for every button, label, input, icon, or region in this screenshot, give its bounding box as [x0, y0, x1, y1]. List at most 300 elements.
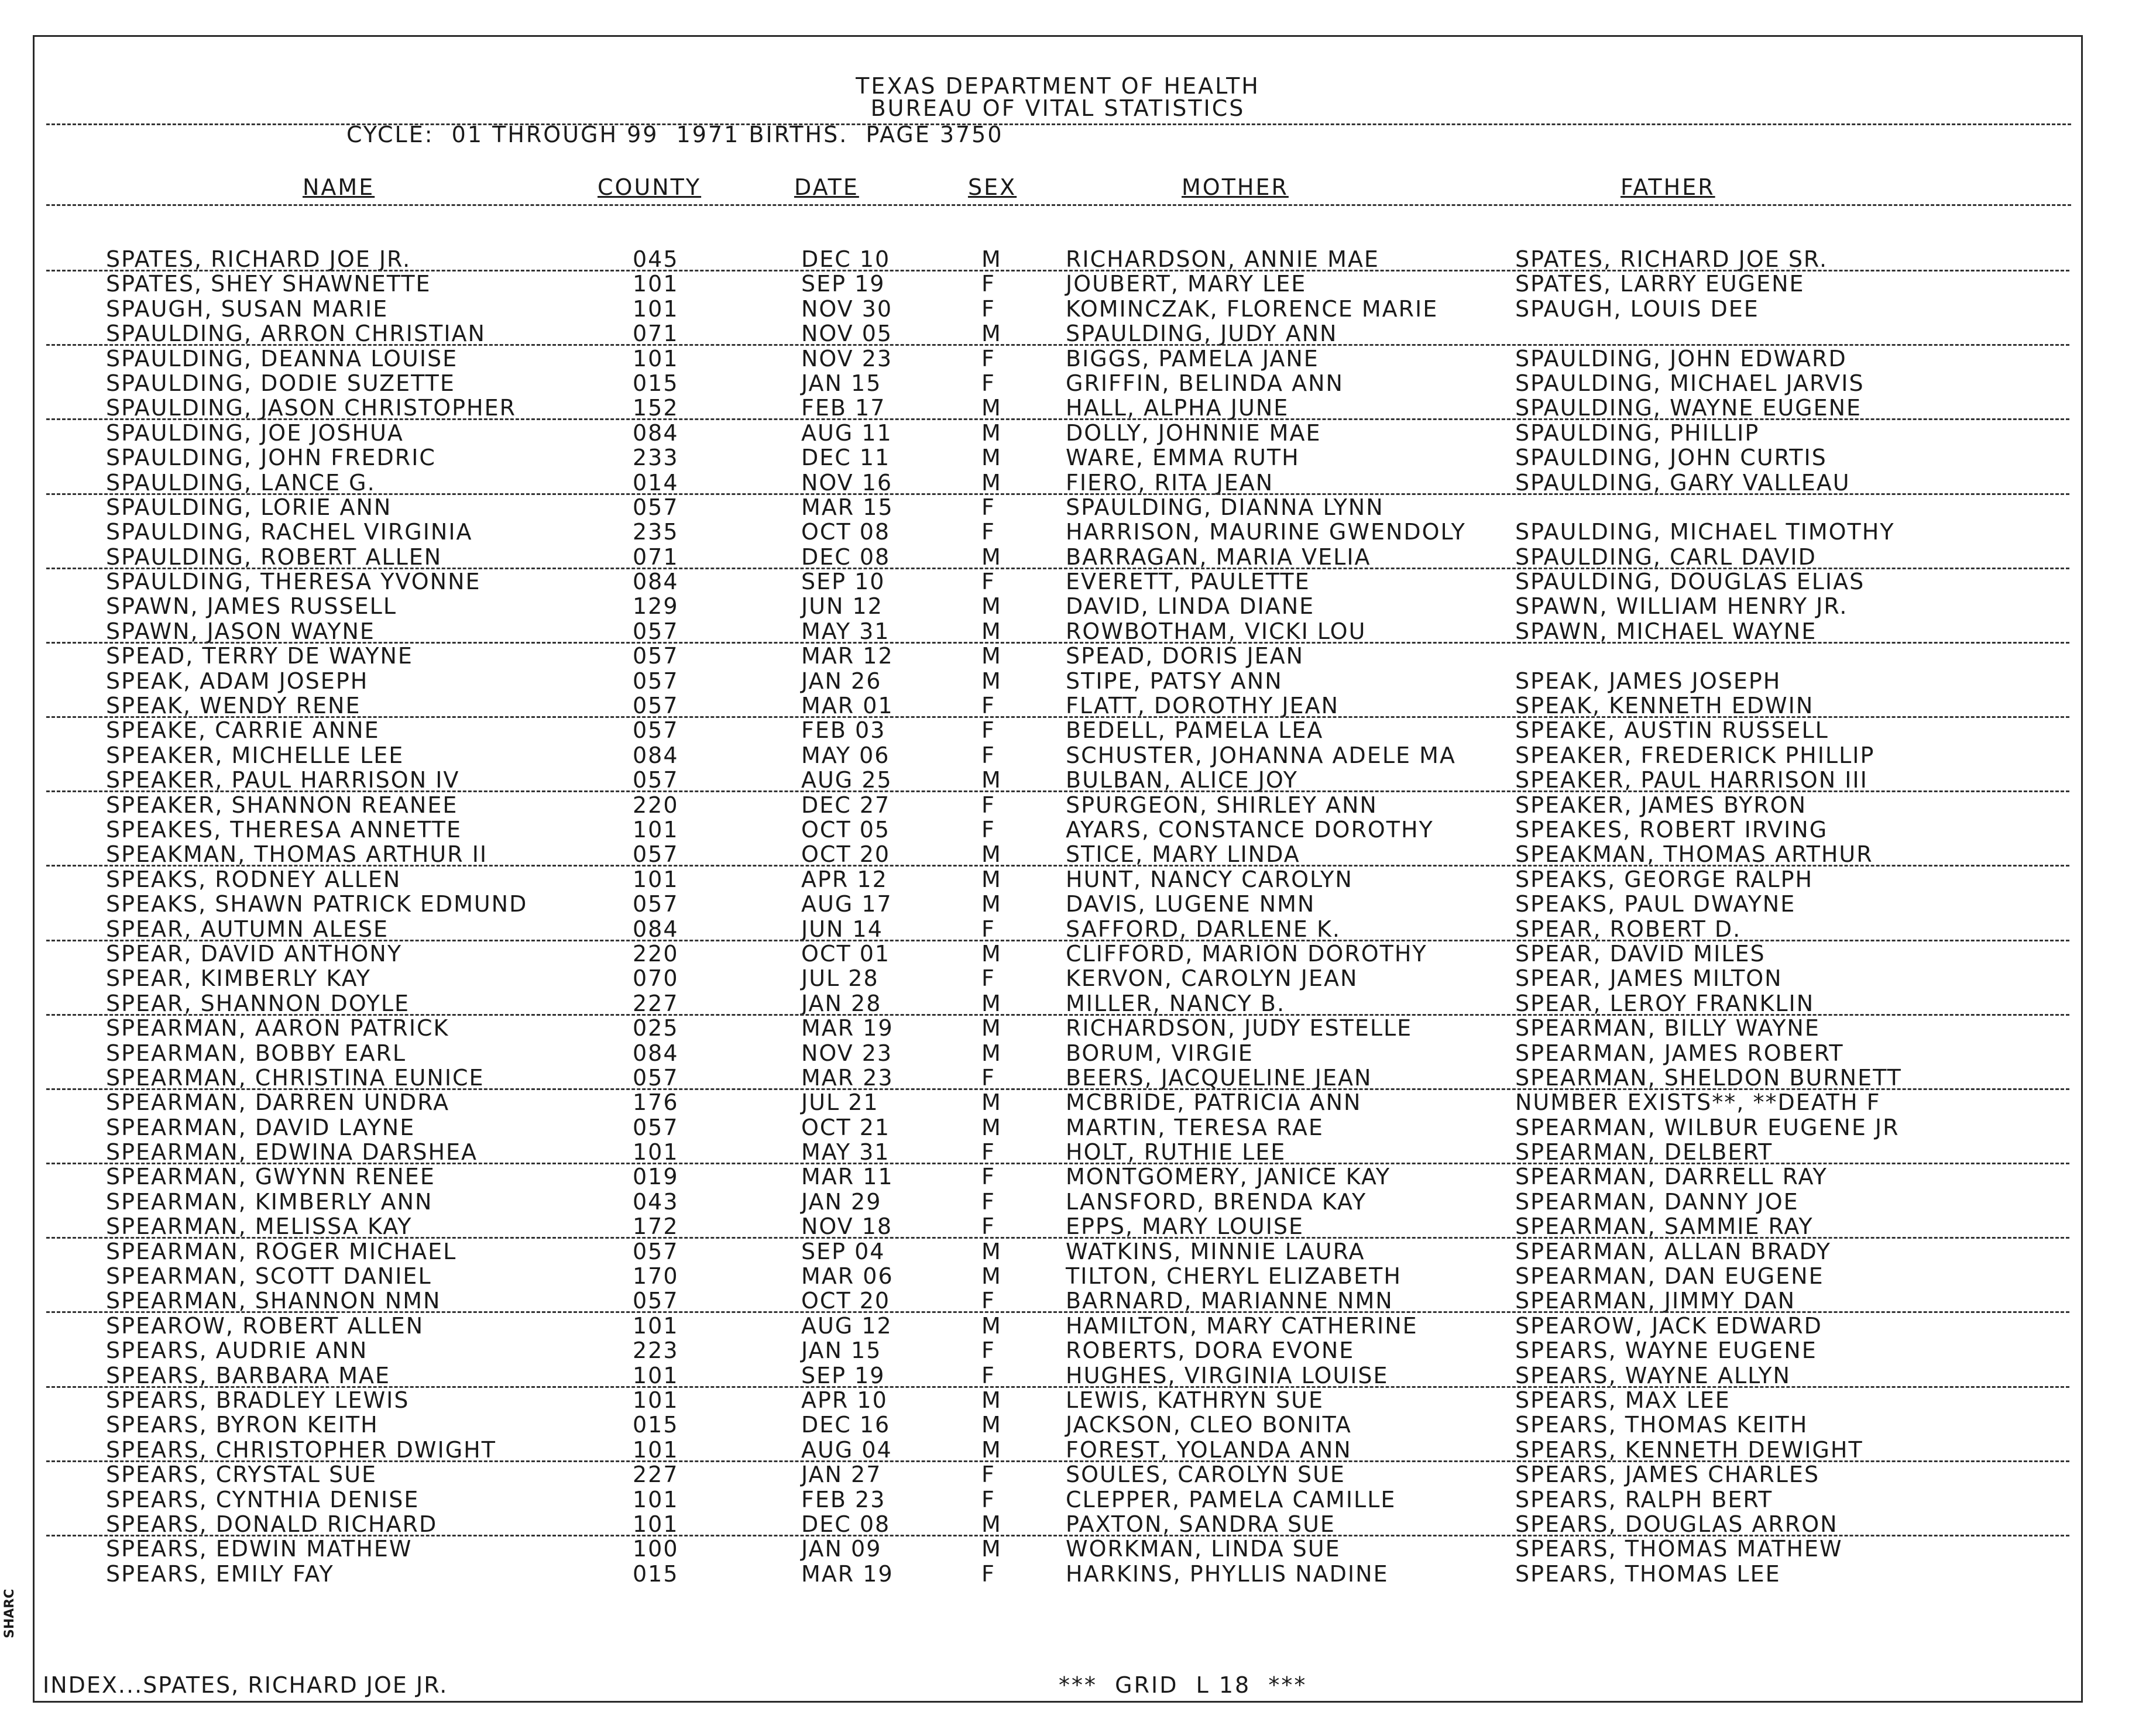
- record-mother: KERVON, CAROLYN JEAN: [1066, 965, 1358, 992]
- record-row: [35, 891, 2081, 916]
- record-row: [35, 941, 2081, 965]
- record-sex: M: [981, 841, 1002, 868]
- record-row: [35, 1487, 2081, 1511]
- record-father: SPAWN, WILLIAM HENRY JR.: [1515, 593, 1848, 620]
- record-sex: M: [981, 593, 1002, 620]
- record-county: 045: [633, 246, 679, 272]
- record-name: SPEARS, DONALD RICHARD: [106, 1511, 438, 1537]
- record-date: OCT 21: [801, 1114, 891, 1140]
- record-row: [35, 1065, 2081, 1089]
- record-date: FEB 23: [801, 1486, 886, 1512]
- record-name: SPAULDING, LORIE ANN: [106, 494, 392, 520]
- record-sex: M: [981, 1040, 1002, 1066]
- record-row: [35, 1462, 2081, 1486]
- record-father: SPEARMAN, JAMES ROBERT: [1515, 1040, 1844, 1066]
- record-mother: LEWIS, KATHRYN SUE: [1066, 1387, 1324, 1413]
- document-frame: [33, 35, 2083, 1703]
- record-mother: MONTGOMERY, JANICE KAY: [1066, 1164, 1391, 1190]
- record-name: SPAULDING, JASON CHRISTOPHER: [106, 395, 517, 421]
- record-mother: CLEPPER, PAMELA CAMILLE: [1066, 1486, 1396, 1512]
- record-mother: GRIFFIN, BELINDA ANN: [1066, 370, 1344, 396]
- record-county: 101: [633, 1486, 679, 1512]
- record-row: [35, 370, 2081, 395]
- record-mother: SAFFORD, DARLENE K.: [1066, 916, 1341, 942]
- record-county: 101: [633, 345, 679, 372]
- record-father: SPEARMAN, DAN EUGENE: [1515, 1263, 1824, 1290]
- record-name: SPEAKER, MICHELLE LEE: [106, 742, 404, 768]
- record-county: 057: [633, 891, 679, 917]
- record-mother: CLIFFORD, MARION DOROTHY: [1066, 940, 1427, 967]
- record-county: 019: [633, 1164, 679, 1190]
- record-father: SPEAKES, ROBERT IRVING: [1515, 816, 1828, 843]
- record-name: SPEAKS, RODNEY ALLEN: [106, 866, 401, 892]
- record-father: SPEARS, THOMAS LEE: [1515, 1560, 1781, 1587]
- record-county: 057: [633, 693, 679, 719]
- bureau-title: BUREAU OF VITAL STATISTICS: [870, 95, 1245, 121]
- record-date: OCT 20: [801, 841, 891, 868]
- side-mark: SHARC: [2, 1589, 17, 1638]
- record-date: JUL 28: [801, 965, 879, 992]
- record-sex: F: [981, 494, 995, 520]
- record-name: SPEARS, CHRISTOPHER DWIGHT: [106, 1436, 496, 1463]
- record-mother: BEDELL, PAMELA LEA: [1066, 717, 1324, 744]
- record-father: SPEAKS, GEORGE RALPH: [1515, 866, 1814, 892]
- record-name: SPEAKER, PAUL HARRISON IV: [106, 767, 460, 793]
- record-date: MAR 11: [801, 1164, 894, 1190]
- record-date: MAR 23: [801, 1064, 894, 1091]
- record-county: 057: [633, 767, 679, 793]
- col-header-sex: SEX: [968, 174, 1017, 200]
- record-row: [35, 1040, 2081, 1065]
- record-county: 015: [633, 1412, 679, 1438]
- record-row: [35, 593, 2081, 618]
- record-name: SPEARMAN, EDWINA DARSHEA: [106, 1139, 478, 1166]
- record-mother: HUNT, NANCY CAROLYN: [1066, 866, 1353, 892]
- record-date: SEP 04: [801, 1238, 885, 1264]
- record-mother: PAXTON, SANDRA SUE: [1066, 1511, 1335, 1537]
- record-mother: FIERO, RITA JEAN: [1066, 469, 1274, 496]
- col-header-name: NAME: [303, 174, 375, 200]
- record-father: SPAULDING, MICHAEL JARVIS: [1515, 370, 1865, 396]
- record-father: SPEAK, KENNETH EDWIN: [1515, 693, 1814, 719]
- record-date: MAY 31: [801, 1139, 890, 1166]
- record-row: [35, 494, 2081, 519]
- record-date: NOV 30: [801, 295, 893, 322]
- record-mother: SOULES, CAROLYN SUE: [1066, 1462, 1345, 1488]
- record-father: SPAULDING, CARL DAVID: [1515, 544, 1817, 570]
- record-name: SPEARMAN, CHRISTINA EUNICE: [106, 1064, 485, 1091]
- record-name: SPATES, RICHARD JOE JR.: [106, 246, 411, 272]
- record-father: NUMBER EXISTS**, **DEATH F: [1515, 1089, 1881, 1116]
- record-county: 129: [633, 593, 679, 620]
- record-father: SPEARMAN, DANNY JOE: [1515, 1188, 1799, 1215]
- record-date: JAN 15: [801, 370, 882, 396]
- record-name: SPEAK, ADAM JOSEPH: [106, 668, 369, 694]
- record-father: SPEAKER, PAUL HARRISON III: [1515, 767, 1868, 793]
- record-father: SPEAKER, FREDERICK PHILLIP: [1515, 742, 1875, 768]
- record-father: SPAULDING, WAYNE EUGENE: [1515, 395, 1862, 421]
- record-mother: BARRAGAN, MARIA VELIA: [1066, 544, 1371, 570]
- record-father: SPATES, RICHARD JOE SR.: [1515, 246, 1828, 272]
- record-row: [35, 1239, 2081, 1263]
- record-name: SPEARMAN, SHANNON NMN: [106, 1288, 441, 1314]
- record-mother: ROWBOTHAM, VICKI LOU: [1066, 618, 1367, 644]
- record-date: SEP 19: [801, 1362, 885, 1388]
- record-father: SPEARS, RALPH BERT: [1515, 1486, 1773, 1512]
- record-sex: M: [981, 643, 1002, 669]
- record-mother: TILTON, CHERYL ELIZABETH: [1066, 1263, 1402, 1290]
- record-county: 057: [633, 1064, 679, 1091]
- record-name: SPEAD, TERRY DE WAYNE: [106, 643, 413, 669]
- record-row: [35, 1288, 2081, 1312]
- record-sex: F: [981, 742, 995, 768]
- record-father: SPEARS, MAX LEE: [1515, 1387, 1731, 1413]
- record-date: JAN 28: [801, 990, 882, 1016]
- record-name: SPAULDING, LANCE G.: [106, 469, 376, 496]
- record-row: [35, 1363, 2081, 1387]
- record-sex: M: [981, 767, 1002, 793]
- index-footer: INDEX...SPATES, RICHARD JOE JR.: [43, 1672, 448, 1698]
- record-mother: HARRISON, MAURINE GWENDOLY: [1066, 519, 1466, 545]
- record-sex: M: [981, 1263, 1002, 1290]
- record-sex: F: [981, 916, 995, 942]
- record-sex: F: [981, 1338, 995, 1364]
- record-mother: SPAULDING, DIANNA LYNN: [1066, 494, 1384, 520]
- record-county: 101: [633, 295, 679, 322]
- record-sex: F: [981, 1486, 995, 1512]
- record-county: 057: [633, 618, 679, 644]
- record-name: SPEAKES, THERESA ANNETTE: [106, 816, 462, 843]
- record-sex: M: [981, 618, 1002, 644]
- cycle-info: CYCLE: 01 THROUGH 99 1971 BIRTHS. PAGE 3750: [346, 122, 1004, 147]
- record-father: SPEARMAN, SAMMIE RAY: [1515, 1214, 1814, 1240]
- record-date: DEC 08: [801, 1511, 891, 1537]
- record-mother: JACKSON, CLEO BONITA: [1066, 1412, 1352, 1438]
- record-name: SPEARS, BRADLEY LEWIS: [106, 1387, 410, 1413]
- record-sex: M: [981, 420, 1002, 446]
- record-county: 057: [633, 494, 679, 520]
- record-row: [35, 1015, 2081, 1040]
- record-name: SPAULDING, ARRON CHRISTIAN: [106, 321, 486, 347]
- record-row: [35, 643, 2081, 668]
- record-date: OCT 01: [801, 940, 891, 967]
- record-row: [35, 618, 2081, 643]
- record-sex: M: [981, 990, 1002, 1016]
- record-row: [35, 1338, 2081, 1362]
- record-row: [35, 1263, 2081, 1288]
- record-father: SPEAKS, PAUL DWAYNE: [1515, 891, 1796, 917]
- record-mother: HALL, ALPHA JUNE: [1066, 395, 1289, 421]
- record-father: SPEAROW, JACK EDWARD: [1515, 1312, 1822, 1339]
- record-mother: BULBAN, ALICE JOY: [1066, 767, 1298, 793]
- record-row: [35, 1511, 2081, 1536]
- record-name: SPAULDING, DODIE SUZETTE: [106, 370, 455, 396]
- record-father: SPEARMAN, DELBERT: [1515, 1139, 1773, 1166]
- record-father: SPEARS, JAMES CHARLES: [1515, 1462, 1820, 1488]
- record-father: SPEARS, WAYNE ALLYN: [1515, 1362, 1791, 1388]
- record-sex: F: [981, 965, 995, 992]
- record-sex: F: [981, 295, 995, 322]
- record-county: 057: [633, 1238, 679, 1264]
- record-county: 220: [633, 940, 679, 967]
- record-county: 057: [633, 717, 679, 744]
- record-date: OCT 20: [801, 1288, 891, 1314]
- record-mother: RICHARDSON, JUDY ESTELLE: [1066, 1015, 1413, 1041]
- record-date: APR 10: [801, 1387, 888, 1413]
- record-date: FEB 17: [801, 395, 886, 421]
- record-father: SPEAR, LEROY FRANKLIN: [1515, 990, 1815, 1016]
- record-county: 084: [633, 569, 679, 595]
- record-county: 100: [633, 1536, 679, 1562]
- record-sex: F: [981, 1164, 995, 1190]
- record-father: SPEAKMAN, THOMAS ARTHUR: [1515, 841, 1873, 868]
- record-father: SPEAR, DAVID MILES: [1515, 940, 1766, 967]
- record-mother: DOLLY, JOHNNIE MAE: [1066, 420, 1321, 446]
- record-father: SPEAKER, JAMES BYRON: [1515, 792, 1807, 818]
- record-mother: EPPS, MARY LOUISE: [1066, 1214, 1304, 1240]
- record-sex: F: [981, 1064, 995, 1091]
- record-date: AUG 04: [801, 1436, 892, 1463]
- col-header-father: FATHER: [1621, 174, 1715, 200]
- record-sex: F: [981, 370, 995, 396]
- record-date: JAN 27: [801, 1462, 882, 1488]
- record-name: SPEAR, DAVID ANTHONY: [106, 940, 403, 967]
- record-father: SPEARMAN, WILBUR EUGENE JR: [1515, 1114, 1900, 1140]
- record-father: SPAULDING, PHILLIP: [1515, 420, 1760, 446]
- record-date: AUG 11: [801, 420, 892, 446]
- record-name: SPEARMAN, GWYNN RENEE: [106, 1164, 435, 1190]
- record-name: SPEAKMAN, THOMAS ARTHUR II: [106, 841, 488, 868]
- record-row: [35, 1536, 2081, 1560]
- record-sex: M: [981, 1015, 1002, 1041]
- record-father: SPEARS, WAYNE EUGENE: [1515, 1338, 1817, 1364]
- record-date: AUG 12: [801, 1312, 892, 1339]
- record-date: JUN 14: [801, 916, 883, 942]
- record-date: JAN 26: [801, 668, 882, 694]
- record-county: 070: [633, 965, 679, 992]
- record-father: SPATES, LARRY EUGENE: [1515, 271, 1805, 297]
- record-name: SPEAK, WENDY RENE: [106, 693, 361, 719]
- record-mother: HARKINS, PHYLLIS NADINE: [1066, 1560, 1389, 1587]
- record-date: DEC 11: [801, 445, 891, 471]
- record-sex: M: [981, 1312, 1002, 1339]
- record-mother: MARTIN, TERESA RAE: [1066, 1114, 1324, 1140]
- record-date: MAR 12: [801, 643, 894, 669]
- record-row: [35, 470, 2081, 494]
- record-row: [35, 693, 2081, 717]
- record-name: SPAUGH, SUSAN MARIE: [106, 295, 389, 322]
- record-row: [35, 569, 2081, 593]
- record-sex: M: [981, 668, 1002, 694]
- record-row: [35, 544, 2081, 569]
- record-name: SPEAROW, ROBERT ALLEN: [106, 1312, 424, 1339]
- record-father: SPEAK, JAMES JOSEPH: [1515, 668, 1781, 694]
- record-sex: F: [981, 1362, 995, 1388]
- record-father: SPEARMAN, ALLAN BRADY: [1515, 1238, 1831, 1264]
- record-name: SPEARS, CRYSTAL SUE: [106, 1462, 377, 1488]
- record-date: SEP 19: [801, 271, 885, 297]
- record-row: [35, 321, 2081, 345]
- record-county: 152: [633, 395, 679, 421]
- record-date: NOV 18: [801, 1214, 893, 1240]
- record-sex: F: [981, 792, 995, 818]
- department-title: TEXAS DEPARTMENT OF HEALTH: [856, 73, 1260, 99]
- record-date: JUN 12: [801, 593, 883, 620]
- record-sex: M: [981, 1536, 1002, 1562]
- record-mother: FOREST, YOLANDA ANN: [1066, 1436, 1352, 1463]
- record-county: 101: [633, 271, 679, 297]
- record-name: SPEARMAN, DAVID LAYNE: [106, 1114, 416, 1140]
- record-date: MAR 19: [801, 1015, 894, 1041]
- records-list: [35, 246, 2081, 1586]
- record-sex: F: [981, 569, 995, 595]
- record-county: 220: [633, 792, 679, 818]
- record-mother: RICHARDSON, ANNIE MAE: [1066, 246, 1379, 272]
- record-county: 223: [633, 1338, 679, 1364]
- record-father: SPAULDING, GARY VALLEAU: [1515, 469, 1851, 496]
- record-father: SPAULDING, MICHAEL TIMOTHY: [1515, 519, 1895, 545]
- record-county: 015: [633, 370, 679, 396]
- record-mother: AYARS, CONSTANCE DOROTHY: [1066, 816, 1434, 843]
- record-row: [35, 841, 2081, 866]
- record-mother: MCBRIDE, PATRICIA ANN: [1066, 1089, 1362, 1116]
- record-name: SPEARS, BYRON KEITH: [106, 1412, 379, 1438]
- col-header-mother: MOTHER: [1182, 174, 1289, 200]
- record-county: 057: [633, 841, 679, 868]
- record-county: 176: [633, 1089, 679, 1116]
- record-date: NOV 23: [801, 1040, 893, 1066]
- record-date: DEC 08: [801, 544, 891, 570]
- record-name: SPEARMAN, BOBBY EARL: [106, 1040, 407, 1066]
- record-sex: F: [981, 816, 995, 843]
- record-date: FEB 03: [801, 717, 886, 744]
- record-county: 227: [633, 1462, 679, 1488]
- record-name: SPEARMAN, DARREN UNDRA: [106, 1089, 450, 1116]
- record-row: [35, 817, 2081, 841]
- record-name: SPEARS, AUDRIE ANN: [106, 1338, 368, 1364]
- record-row: [35, 668, 2081, 693]
- record-name: SPAULDING, JOHN FREDRIC: [106, 445, 436, 471]
- record-sex: F: [981, 1188, 995, 1215]
- record-mother: HAMILTON, MARY CATHERINE: [1066, 1312, 1418, 1339]
- record-name: SPEAKS, SHAWN PATRICK EDMUND: [106, 891, 528, 917]
- record-mother: KOMINCZAK, FLORENCE MARIE: [1066, 295, 1439, 322]
- record-county: 084: [633, 420, 679, 446]
- record-mother: SPEAD, DORIS JEAN: [1066, 643, 1304, 669]
- record-row: [35, 1214, 2081, 1238]
- record-row: [35, 1437, 2081, 1462]
- record-row: [35, 1412, 2081, 1436]
- record-county: 071: [633, 544, 679, 570]
- record-sex: M: [981, 1114, 1002, 1140]
- record-row: [35, 445, 2081, 469]
- record-date: APR 12: [801, 866, 888, 892]
- record-date: MAY 06: [801, 742, 890, 768]
- record-name: SPAULDING, ROBERT ALLEN: [106, 544, 442, 570]
- record-row: [35, 1561, 2081, 1586]
- record-name: SPEAR, AUTUMN ALESE: [106, 916, 389, 942]
- record-date: JUL 21: [801, 1089, 879, 1116]
- record-county: 057: [633, 1114, 679, 1140]
- record-mother: HUGHES, VIRGINIA LOUISE: [1066, 1362, 1389, 1388]
- record-mother: HOLT, RUTHIE LEE: [1066, 1139, 1286, 1166]
- record-row: [35, 519, 2081, 544]
- record-date: OCT 08: [801, 519, 891, 545]
- record-row: [35, 1313, 2081, 1338]
- record-county: 233: [633, 445, 679, 471]
- record-name: SPEAKER, SHANNON REANEE: [106, 792, 458, 818]
- record-mother: SPAULDING, JUDY ANN: [1066, 321, 1338, 347]
- record-name: SPAULDING, RACHEL VIRGINIA: [106, 519, 473, 545]
- record-sex: M: [981, 445, 1002, 471]
- record-county: 043: [633, 1188, 679, 1215]
- record-mother: MILLER, NANCY B.: [1066, 990, 1286, 1016]
- record-county: 101: [633, 1312, 679, 1339]
- record-mother: BEERS, JACQUELINE JEAN: [1066, 1064, 1372, 1091]
- record-date: MAR 01: [801, 693, 894, 719]
- record-sex: F: [981, 1462, 995, 1488]
- record-sex: M: [981, 1387, 1002, 1413]
- record-sex: F: [981, 1139, 995, 1166]
- record-sex: M: [981, 1089, 1002, 1116]
- record-sex: F: [981, 519, 995, 545]
- record-sex: M: [981, 1511, 1002, 1537]
- record-mother: ROBERTS, DORA EVONE: [1066, 1338, 1355, 1364]
- record-father: SPEAR, ROBERT D.: [1515, 916, 1742, 942]
- record-county: 084: [633, 742, 679, 768]
- record-father: SPAWN, MICHAEL WAYNE: [1515, 618, 1817, 644]
- record-row: [35, 867, 2081, 891]
- record-row: [35, 271, 2081, 295]
- record-row: [35, 395, 2081, 420]
- record-mother: SPURGEON, SHIRLEY ANN: [1066, 792, 1378, 818]
- record-father: SPEARMAN, JIMMY DAN: [1515, 1288, 1796, 1314]
- col-header-date: DATE: [794, 174, 859, 200]
- record-row: [35, 1189, 2081, 1214]
- record-name: SPAULDING, JOE JOSHUA: [106, 420, 404, 446]
- record-sex: F: [981, 271, 995, 297]
- record-date: MAY 31: [801, 618, 890, 644]
- record-mother: DAVID, LINDA DIANE: [1066, 593, 1315, 620]
- record-mother: BORUM, VIRGIE: [1066, 1040, 1254, 1066]
- record-date: DEC 27: [801, 792, 891, 818]
- record-county: 101: [633, 1436, 679, 1463]
- record-row: [35, 420, 2081, 445]
- record-mother: WORKMAN, LINDA SUE: [1066, 1536, 1341, 1562]
- record-sex: M: [981, 1412, 1002, 1438]
- record-name: SPEARS, EMILY FAY: [106, 1560, 334, 1587]
- record-county: 235: [633, 519, 679, 545]
- record-mother: WATKINS, MINNIE LAURA: [1066, 1238, 1365, 1264]
- record-name: SPEAKE, CARRIE ANNE: [106, 717, 380, 744]
- record-name: SPAULDING, THERESA YVONNE: [106, 569, 481, 595]
- record-mother: STICE, MARY LINDA: [1066, 841, 1300, 868]
- record-county: 227: [633, 990, 679, 1016]
- record-father: SPAUGH, LOUIS DEE: [1515, 295, 1759, 322]
- record-county: 057: [633, 668, 679, 694]
- record-county: 084: [633, 1040, 679, 1066]
- record-name: SPEARMAN, ROGER MICHAEL: [106, 1238, 457, 1264]
- record-date: JAN 15: [801, 1338, 882, 1364]
- record-sex: M: [981, 866, 1002, 892]
- record-name: SPEARS, BARBARA MAE: [106, 1362, 390, 1388]
- record-father: SPEARS, THOMAS KEITH: [1515, 1412, 1808, 1438]
- record-row: [35, 991, 2081, 1015]
- record-county: 025: [633, 1015, 679, 1041]
- record-row: [35, 717, 2081, 742]
- record-name: SPAWN, JAMES RUSSELL: [106, 593, 397, 620]
- grid-footer: *** GRID L 18 ***: [1059, 1672, 1307, 1698]
